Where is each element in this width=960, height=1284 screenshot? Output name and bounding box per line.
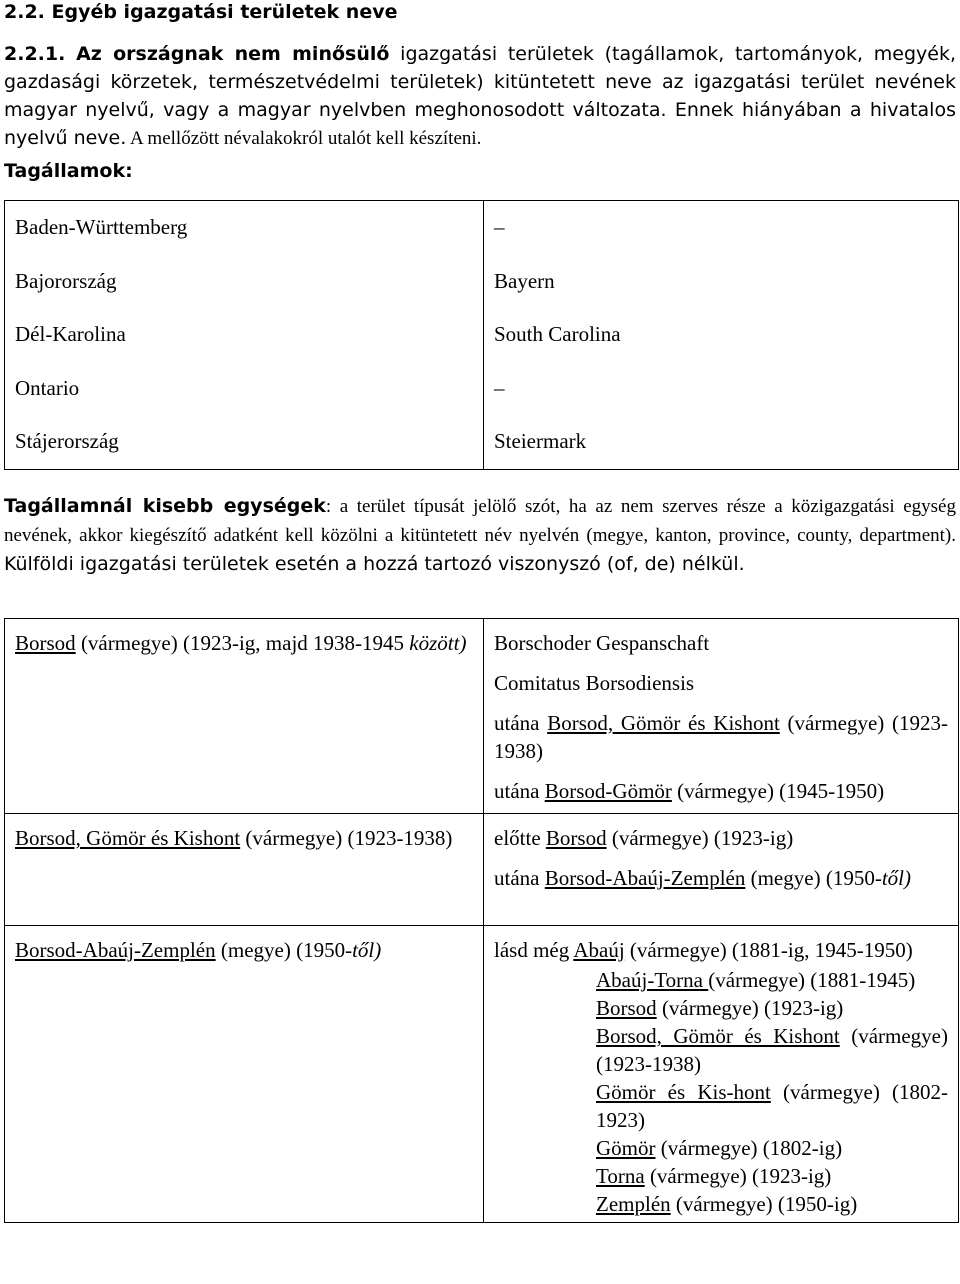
text: (megye) (1950- (215, 938, 353, 962)
tagallam-orig-name: – (494, 375, 505, 400)
see-also-item (596, 994, 948, 1022)
see-also-link[interactable]: Borsod (596, 996, 657, 1020)
borsod-row-3-right (484, 926, 959, 1223)
smaller-units-text2: Külföldi igazgatási területek esetén a hozzá tartozó viszonyszó (of, de) nélkül. (4, 553, 745, 575)
see-also-item (596, 1078, 948, 1134)
smaller-units-text1: : a terület típusát jelölő szót, ha az nem szerves része a közigazgatási egység nevének, akkor kiegészítő adatként kell közölni a kitüntetett név nyelvén (megye, kanton, province, county, department). (4, 496, 956, 546)
intro-number: 2.2.1. (4, 43, 66, 65)
tagallamok-hu-column (5, 201, 484, 470)
see-also-item (596, 1134, 948, 1162)
before-reference: előtte Borsod (vármegye) (1923-ig) (494, 826, 794, 850)
link-borsod-abauj-zemplen[interactable]: Borsod-Abaúj-Zemplén (544, 866, 746, 890)
text: (vármegye) (1923-1938) (240, 826, 453, 850)
see-also-detail: (vármegye) (1923-1938) (596, 1024, 948, 1076)
tagallam-orig-name: South Carolina (494, 322, 621, 346)
see-also-link[interactable]: Gömör és Kis-hont (596, 1080, 771, 1104)
borsod-row-2 (5, 814, 959, 926)
borsod-row-3 (5, 926, 959, 1223)
after-reference: utána Borsod, Gömör és Kishont (vármegye) (1923-1938) (494, 711, 949, 763)
see-also-detail: (vármegye) (1950-ig) (670, 1192, 858, 1216)
tagallamok-table (4, 200, 959, 470)
see-also-detail: (vármegye) (1923-ig) (656, 996, 844, 1020)
tagallam-hu-name: Ontario (15, 375, 80, 400)
tagallam-hu-name: Stájerország (15, 429, 119, 453)
tagallam-orig-name: Steiermark (494, 429, 587, 453)
borsod-row-1-right (484, 619, 959, 814)
german-name: Borschoder Gespanschaft (494, 631, 710, 655)
tagallam-hu-name: Dél-Karolina (15, 322, 126, 346)
borsod-row-2-right (484, 814, 959, 926)
section-heading: 2.2. Egyéb igazgatási területek neve (4, 1, 398, 23)
intro-bold-phrase: Az országnak nem minősülő (76, 43, 390, 65)
see-also-item (596, 1190, 948, 1218)
after-reference: utána Borsod-Gömör (vármegye) (1945-1950) (494, 779, 885, 803)
smaller-units-bold: Tagállamnál kisebb egységek (4, 495, 326, 517)
link-borsod-gomor[interactable]: Borsod-Gömör (544, 779, 672, 803)
see-also-detail: (vármegye) (1923-ig) (644, 1164, 832, 1188)
link-borsod[interactable]: Borsod (15, 631, 76, 655)
see-also-link[interactable]: Zemplén (596, 1192, 671, 1216)
see-also-item (596, 1022, 948, 1078)
after-reference: utána Borsod-Abaúj-Zemplén (megye) (1950-től) (494, 866, 911, 890)
see-also-link[interactable]: Torna (596, 1164, 645, 1188)
latin-name: Comitatus Borsodiensis (494, 671, 695, 695)
link-borsod[interactable]: Borsod (545, 826, 607, 850)
borsod-table (4, 618, 959, 1223)
tagallamok-label: Tagállamok: (4, 160, 133, 182)
see-also-item (596, 1162, 948, 1190)
text: től) (352, 938, 382, 962)
intro-text: igazgatási területek (tagállamok, tartományok, megyék, gazdasági körzetek, természetvédelmi területek) kitüntetett neve az igazgatási terület nevének magyar nyelvű, vagy a magyar nyelvben meghonosodott változata. Ennek hiányában a hivatalos nyelvű neve. (4, 43, 956, 149)
text: között) (409, 631, 467, 655)
tagallam-orig-name: – (494, 215, 505, 239)
borsod-row-3-left (5, 926, 484, 1223)
see-also-item (596, 966, 948, 994)
borsod-row-1-left (5, 619, 484, 814)
see-also-detail: (vármegye) (1802-1923) (596, 1080, 948, 1132)
text: (vármegye) (1923-ig, majd 1938-1945 (75, 631, 410, 655)
borsod-row-1 (5, 619, 959, 814)
link-borsod-gomor-kishont[interactable]: Borsod, Gömör és Kishont (15, 826, 241, 850)
see-also-link[interactable]: Abaúj-Torna (596, 968, 709, 992)
tagallam-hu-name: Baden-Württemberg (15, 215, 188, 239)
link-abauj[interactable]: Abaúj (573, 938, 625, 962)
intro-paragraph (4, 40, 956, 153)
see-also-link[interactable]: Gömör (596, 1136, 656, 1160)
tagallamok-orig-column (484, 201, 959, 470)
smaller-units-paragraph (4, 492, 956, 579)
tagallam-hu-name: Bajorország (15, 268, 117, 293)
see-also-reference: lásd még Abaúj (vármegye) (1881-ig, 1945-1950) (494, 938, 913, 962)
see-also-link[interactable]: Borsod, Gömör és Kishont (596, 1024, 840, 1048)
tagallam-orig-name: Bayern (494, 268, 555, 293)
borsod-row-2-left (5, 814, 484, 926)
link-borsod-abauj-zemplen[interactable]: Borsod-Abaúj-Zemplén (15, 938, 216, 962)
intro-tail: A mellőzött névalakokról utalót kell készíteni. (126, 128, 482, 149)
link-borsod-gomor-kishont[interactable]: Borsod, Gömör és Kishont (547, 711, 780, 735)
see-also-detail: (vármegye) (1802-ig) (655, 1136, 843, 1160)
see-also-detail: (vármegye) (1881-1945) (708, 968, 916, 992)
